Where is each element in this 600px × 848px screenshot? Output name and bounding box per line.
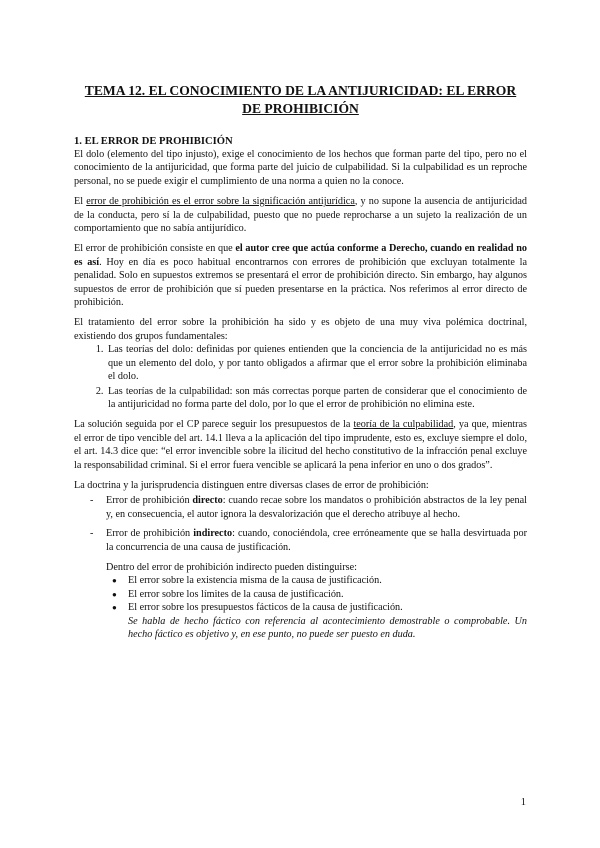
definition-underlined: error de prohibición es el error sobre la significación antijurídica [86, 196, 355, 208]
list-item: - Error de prohibición indirecto: cuando, conociéndola, cree erróneamente que se halla desvirtuada por la concurrencia de una causa de justificación. [74, 527, 527, 554]
teoria-underlined: teoría de la culpabilidad [353, 419, 454, 431]
paragraph-doctrina: La doctrina y la jurisprudencia distinguen entre diversas clases de error de prohibición: [74, 479, 429, 491]
page-content [74, 82, 527, 641]
list-item: 1. Las teorías del dolo: definidas por quienes entienden que la conciencia de la antijuricidad no es más que un elemento del dolo, y por tanto obligados a afirmar que el error sobre la prohibición eliminaba el dolo. [106, 343, 527, 383]
paragraph-tratamiento: El tratamiento del error sobre la prohibición ha sido y es objeto de una muy viva polémica doctrinal, existiendo dos grupos fundamentales: [74, 317, 527, 342]
list-item: ● El error sobre la existencia misma de la causa de justificación. [128, 574, 527, 587]
list-item: - Error de prohibición directo: cuando recae sobre los mandatos o prohibición abstractos de la ley penal y, en consecuencia, el autor ignora la desvalorización que el derecho atribuye al hecho. [74, 494, 527, 521]
indirect-intro: Dentro del error de prohibición indirecto pueden distinguirse: [106, 561, 357, 573]
classes-list [74, 494, 527, 554]
list-item: ● El error sobre los presupuestos fácticos de la causa de justificación. [128, 601, 527, 614]
theories-list [74, 343, 527, 411]
section-heading: 1. EL ERROR DE PROHIBICIÓN [74, 136, 233, 147]
paragraph-consiste: El error de prohibición consiste en que el autor cree que actúa conforme a Derecho, cuando en realidad no es así. Hoy en día es poco habitual encontrarnos con errores de prohibición que excluyan totalmente la penalidad. Solo en supuestos extremos se presentará el error de prohibición directo. Sin embargo, hay algunos supuestos de error de prohibición que sí pueden presentarse en la práctica. Nos referimos al error directo de prohibición. [74, 243, 528, 309]
document-title: TEMA 12. EL CONOCIMIENTO DE LA ANTIJURICIDAD: EL ERROR DE PROHIBICIÓN [84, 83, 517, 116]
indirect-note: Se habla de hecho fáctico con referencia al acontecimiento demostrable o comprobable. Un hecho fáctico es objetivo y, en ese punto, no puede ser puesto en duda. [128, 615, 527, 640]
bold-phrase: el autor cree que actúa conforme a Derecho, cuando en realidad no es así [74, 243, 528, 268]
paragraph-dolo: El dolo (elemento del tipo injusto), exige el conocimiento de los hechos que forman parte del tipo, pero no el conocimiento de la antijuricidad, que forma parte del juicio de culpabilidad. Si la culpabilidad es un reproche personal, no se puede exigir el cumplimiento de una norma a quien no la conoce. [74, 149, 527, 187]
list-item: 2. Las teorías de la culpabilidad: son más correctas porque parten de considerar que el conocimiento de la antijuricidad no forma parte del dolo, por lo que el error de prohibición no elimina este. [106, 385, 527, 412]
paragraph-solucion: La solución seguida por el CP parece seguir los presupuestos de la teoría de la culpabilidad, ya que, mientras el error de tipo vencible del art. 14.1 lleva a la aplicación del tipo imprudente, esto es, excluye siempre el dolo, el art. 14.3 dice que: “el error invencible sobre la ilicitud del hecho constitutivo de la infracción penal excluye la responsabilidad criminal. Si el error fuera vencible se aplicará la pena inferior en uno o dos grados”. [74, 419, 528, 471]
page-number: 1 [520, 797, 526, 808]
indirect-list [74, 574, 527, 614]
paragraph-definition: El error de prohibición es el error sobre la significación antijurídica, y no supone la ausencia de antijuricidad de la conducta, pero sí la de culpabilidad, puesto que no puede reprocharse a un sujeto la realización de un comportamiento que no sabía antijurídico. [74, 196, 528, 235]
list-item: ● El error sobre los límites de la causa de justificación. [128, 588, 527, 601]
